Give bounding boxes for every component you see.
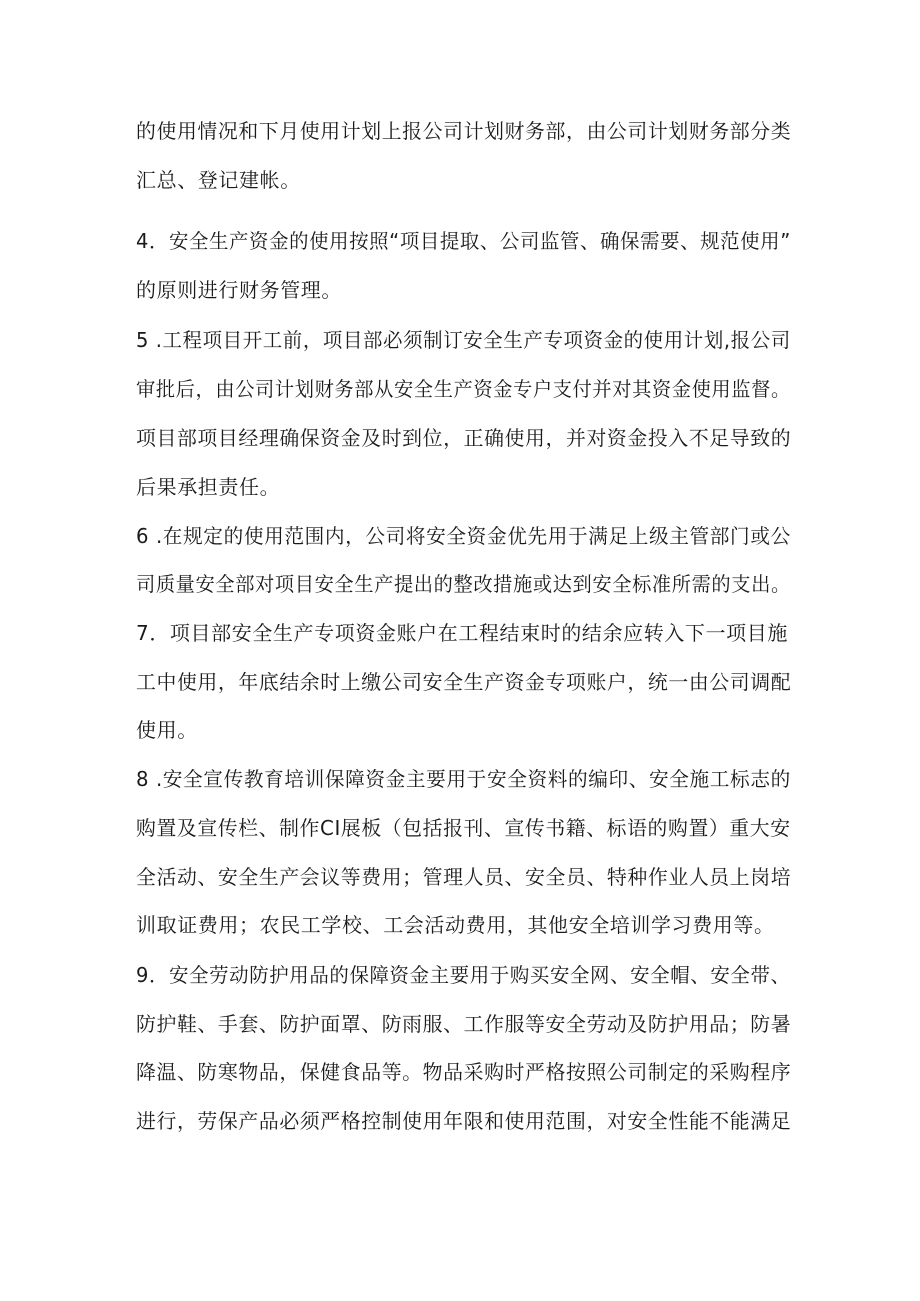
text-line: 降温、防寒物品，保健食品等。物品采购时严格按照公司制定的采购程序	[136, 1060, 792, 1084]
text-line: 工中使用，年底结余时上缴公司安全生产资金专项账户，统一由公司调配	[136, 670, 792, 694]
text-line: 进行，劳保产品必须严格控制使用年限和使用范围，对安全性能不能满足	[136, 1109, 792, 1133]
text-line: 4．安全生产资金的使用按照“项目提取、公司监管、确保需要、规范使用”	[136, 229, 791, 253]
text-line: 汇总、登记建帐。	[136, 168, 301, 192]
text-line: 全活动、安全生产会议等费用；管理人员、安全员、特种作业人员上岗培	[136, 865, 792, 889]
text-line: 的原则进行财务管理。	[136, 278, 342, 302]
text-line: 的使用情况和下月使用计划上报公司计划财务部，由公司计划财务部分类	[136, 119, 792, 143]
text-line: 7．项目部安全生产专项资金账户在工程结束时的结余应转入下一项目施	[136, 621, 788, 645]
text-line: 训取证费用；农民工学校、工会活动费用，其他安全培训学习费用等。	[136, 913, 775, 937]
text-line: 司质量安全部对项目安全生产提出的整改措施或达到安全标准所需的支出。	[136, 572, 791, 596]
text-line: 后果承担责任。	[136, 475, 281, 499]
text-line: 9．安全劳动防护用品的保障资金主要用于购买安全网、安全帽、安全带、	[136, 963, 791, 987]
text-line: 防护鞋、手套、防护面罩、防雨服、工作服等安全劳动及防护用品；防暑	[136, 1012, 792, 1036]
text-line: 5 .工程项目开工前，项目部必须制订安全生产专项资金的使用计划,报公司	[136, 328, 791, 352]
text-line: 审批后，由公司计划财务部从安全生产资金专户支付并对其资金使用监督。	[136, 377, 791, 401]
text-line: 8 .安全宣传教育培训保障资金主要用于安全资料的编印、安全施工标志的	[136, 767, 791, 791]
text-line: 使用。	[136, 718, 198, 742]
text-line: 项目部项目经理确保资金及时到位，正确使用，并对资金投入不足导致的	[136, 426, 792, 450]
text-line: 6 .在规定的使用范围内，公司将安全资金优先用于满足上级主管部门或公	[136, 524, 791, 548]
text-line: 购置及宣传栏、制作CI展板（包括报刊、宣传书籍、标语的购置）重大安	[136, 816, 791, 840]
